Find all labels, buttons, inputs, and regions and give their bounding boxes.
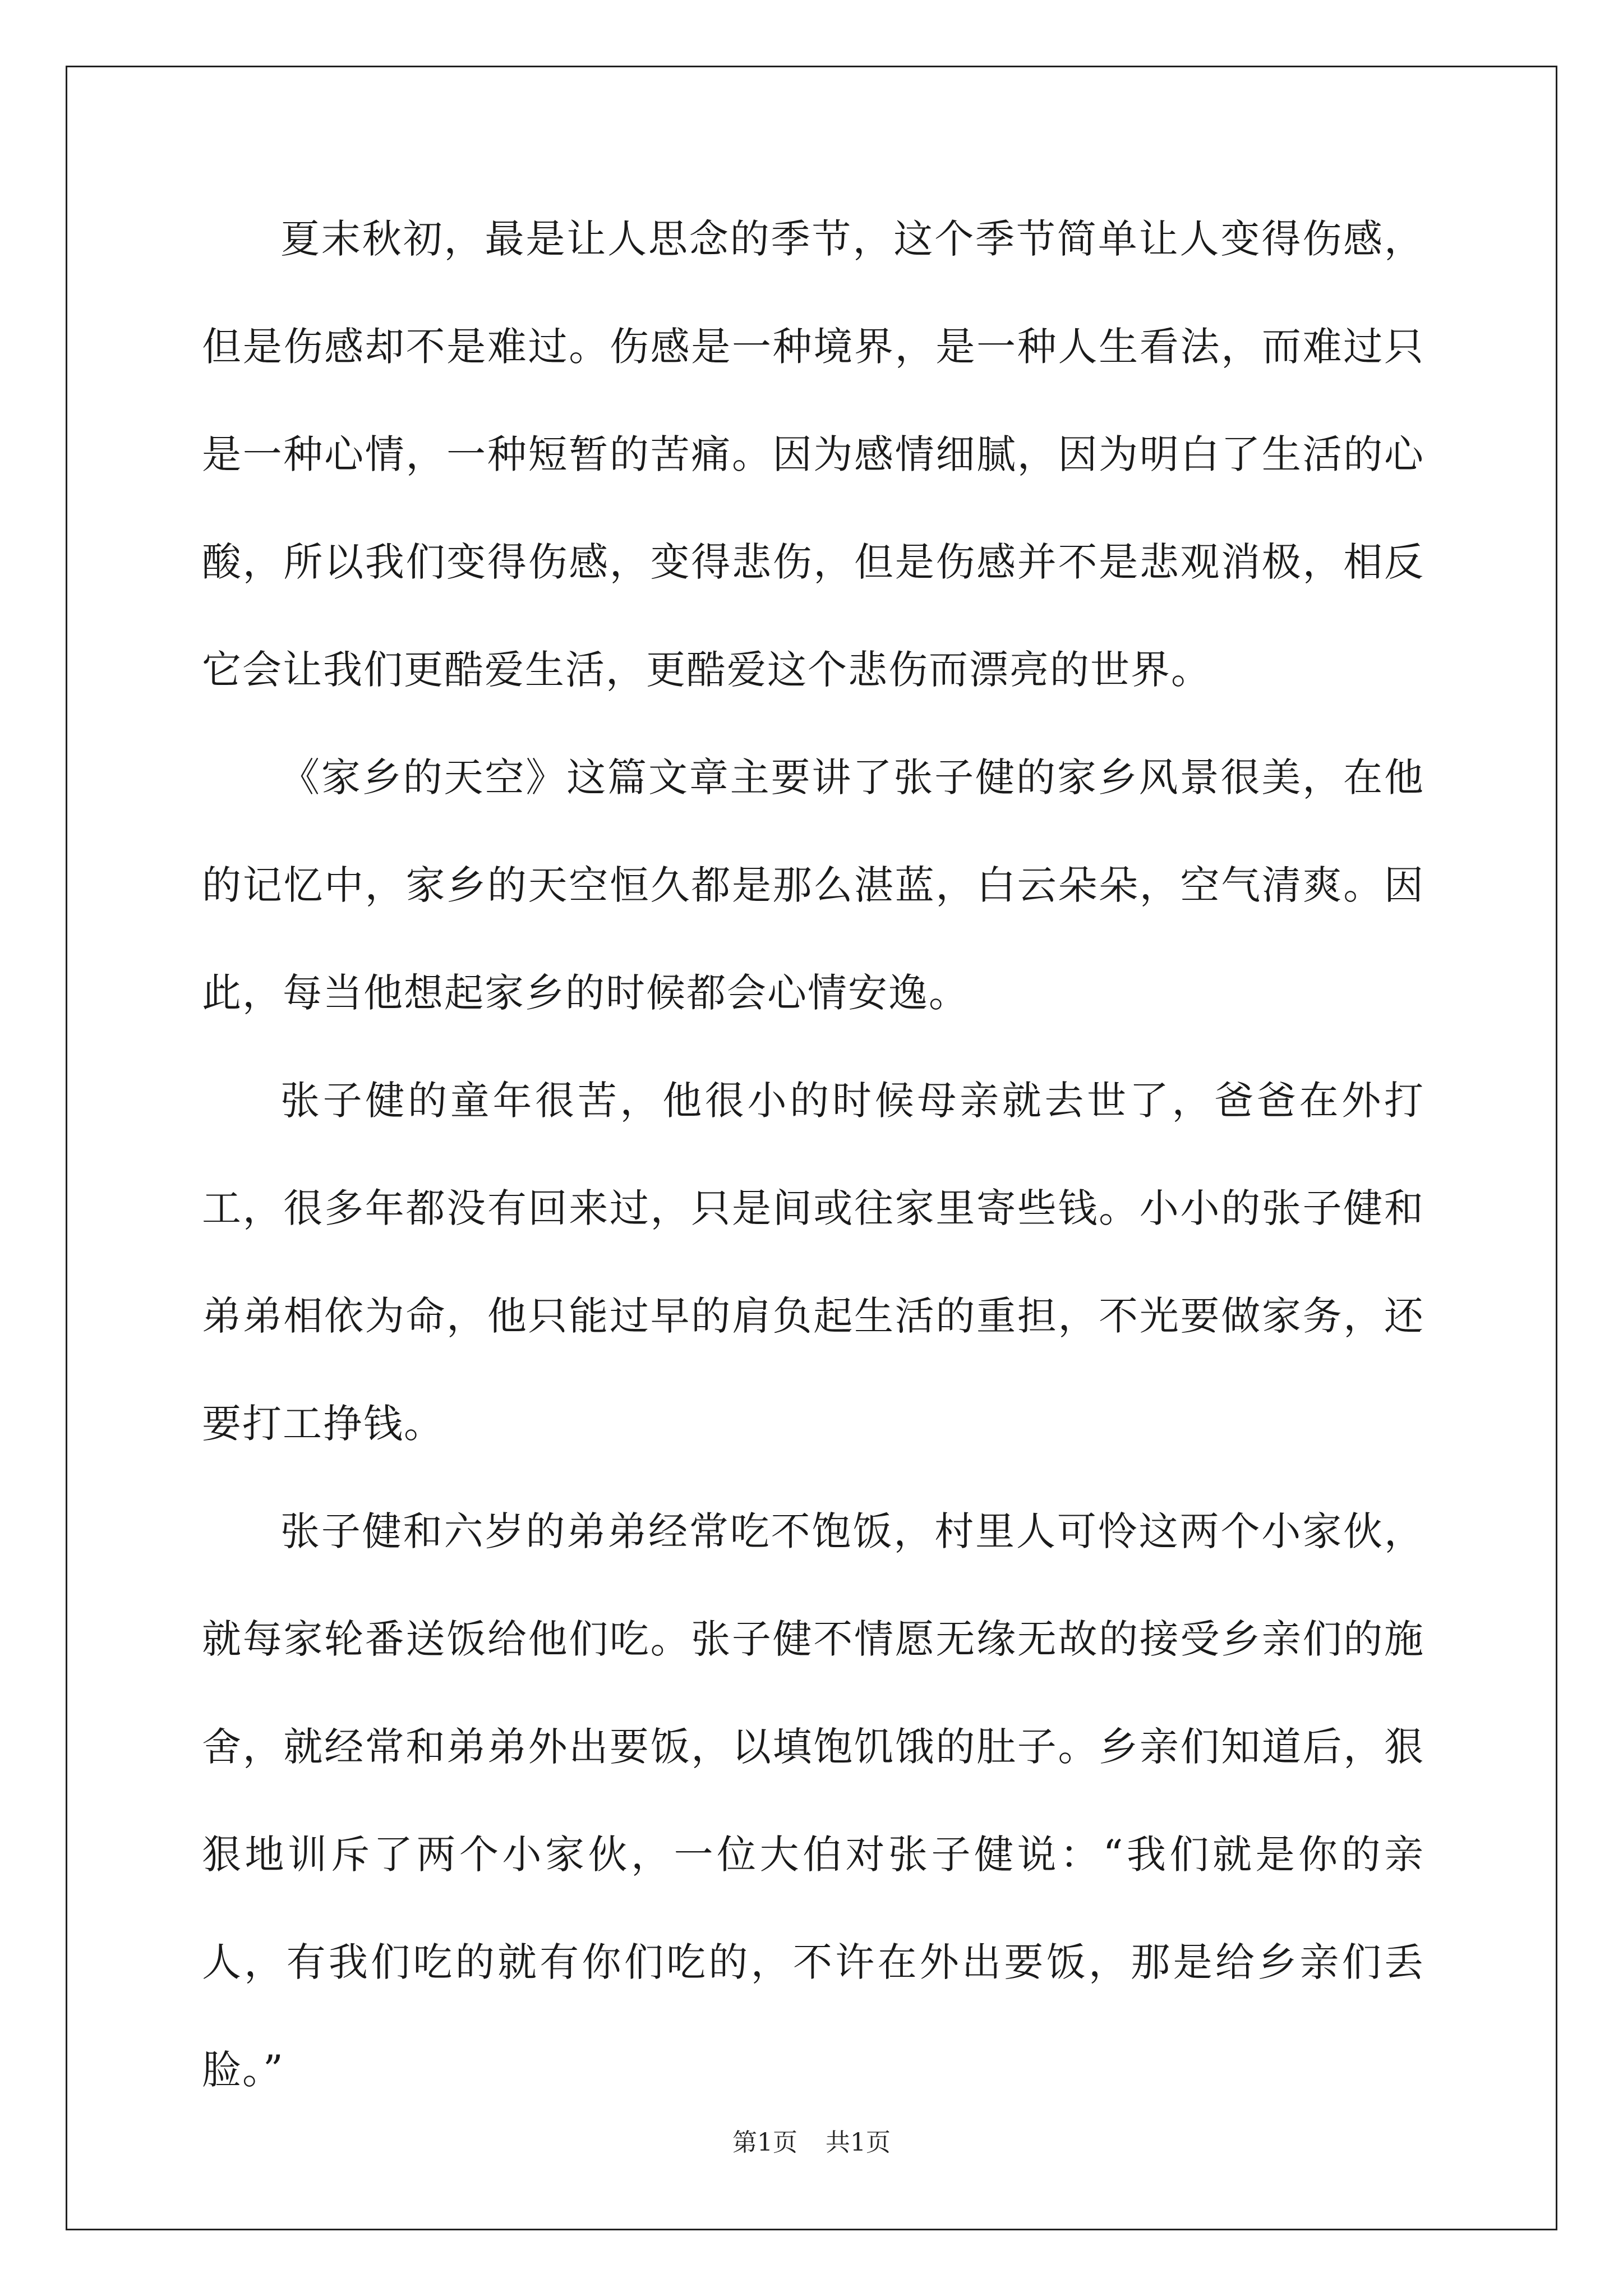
- page-total: 共1页: [826, 2128, 891, 2157]
- paragraph-4: 张子健和六岁的弟弟经常吃不饱饭，村里人可怜这两个小家伙，就每家轮番送饭给他们吃。张子健不情愿无缘无故的接受乡亲们的施舍，就经常和弟弟外出要饭，以填饱饥饿的肚子。乡亲们知道后，狠狠地训斥了两个小家伙，一位大伯对张子健说：“我们就是你的亲人，有我们吃的就有你们吃的，不许在外出要饭，那是给乡亲们丢脸。”: [202, 1508, 1424, 2093]
- paragraph-3: 张子健的童年很苦，他很小的时候母亲就去世了，爸爸在外打工，很多年都没有回来过，只是间或往家里寄些钱。小小的张子健和弟弟相依为命，他只能过早的肩负起生活的重担，不光要做家务，还要打工挣钱。: [202, 1078, 1424, 1447]
- paragraph-2: 《家乡的天空》这篇文章主要讲了张子健的家乡风景很美，在他的记忆中，家乡的天空恒久都是那么湛蓝，白云朵朵，空气清爽。因此，每当他想起家乡的时候都会心情安逸。: [202, 754, 1424, 1016]
- paragraph-1: 夏末秋初，最是让人思念的季节，这个季节简单让人变得伤感，但是伤感却不是难过。伤感是一种境界，是一种人生看法，而难过只是一种心情，一种短暂的苦痛。因为感情细腻，因为明白了生活的心酸，所以我们变得伤感，变得悲伤，但是伤感并不是悲观消极，相反它会让我们更酷爱生活，更酷爱这个悲伤而漂亮的世界。: [202, 216, 1424, 693]
- page-number: 第1页: [732, 2128, 797, 2157]
- document-body: [202, 185, 1424, 2124]
- page-footer: [0, 2126, 1623, 2160]
